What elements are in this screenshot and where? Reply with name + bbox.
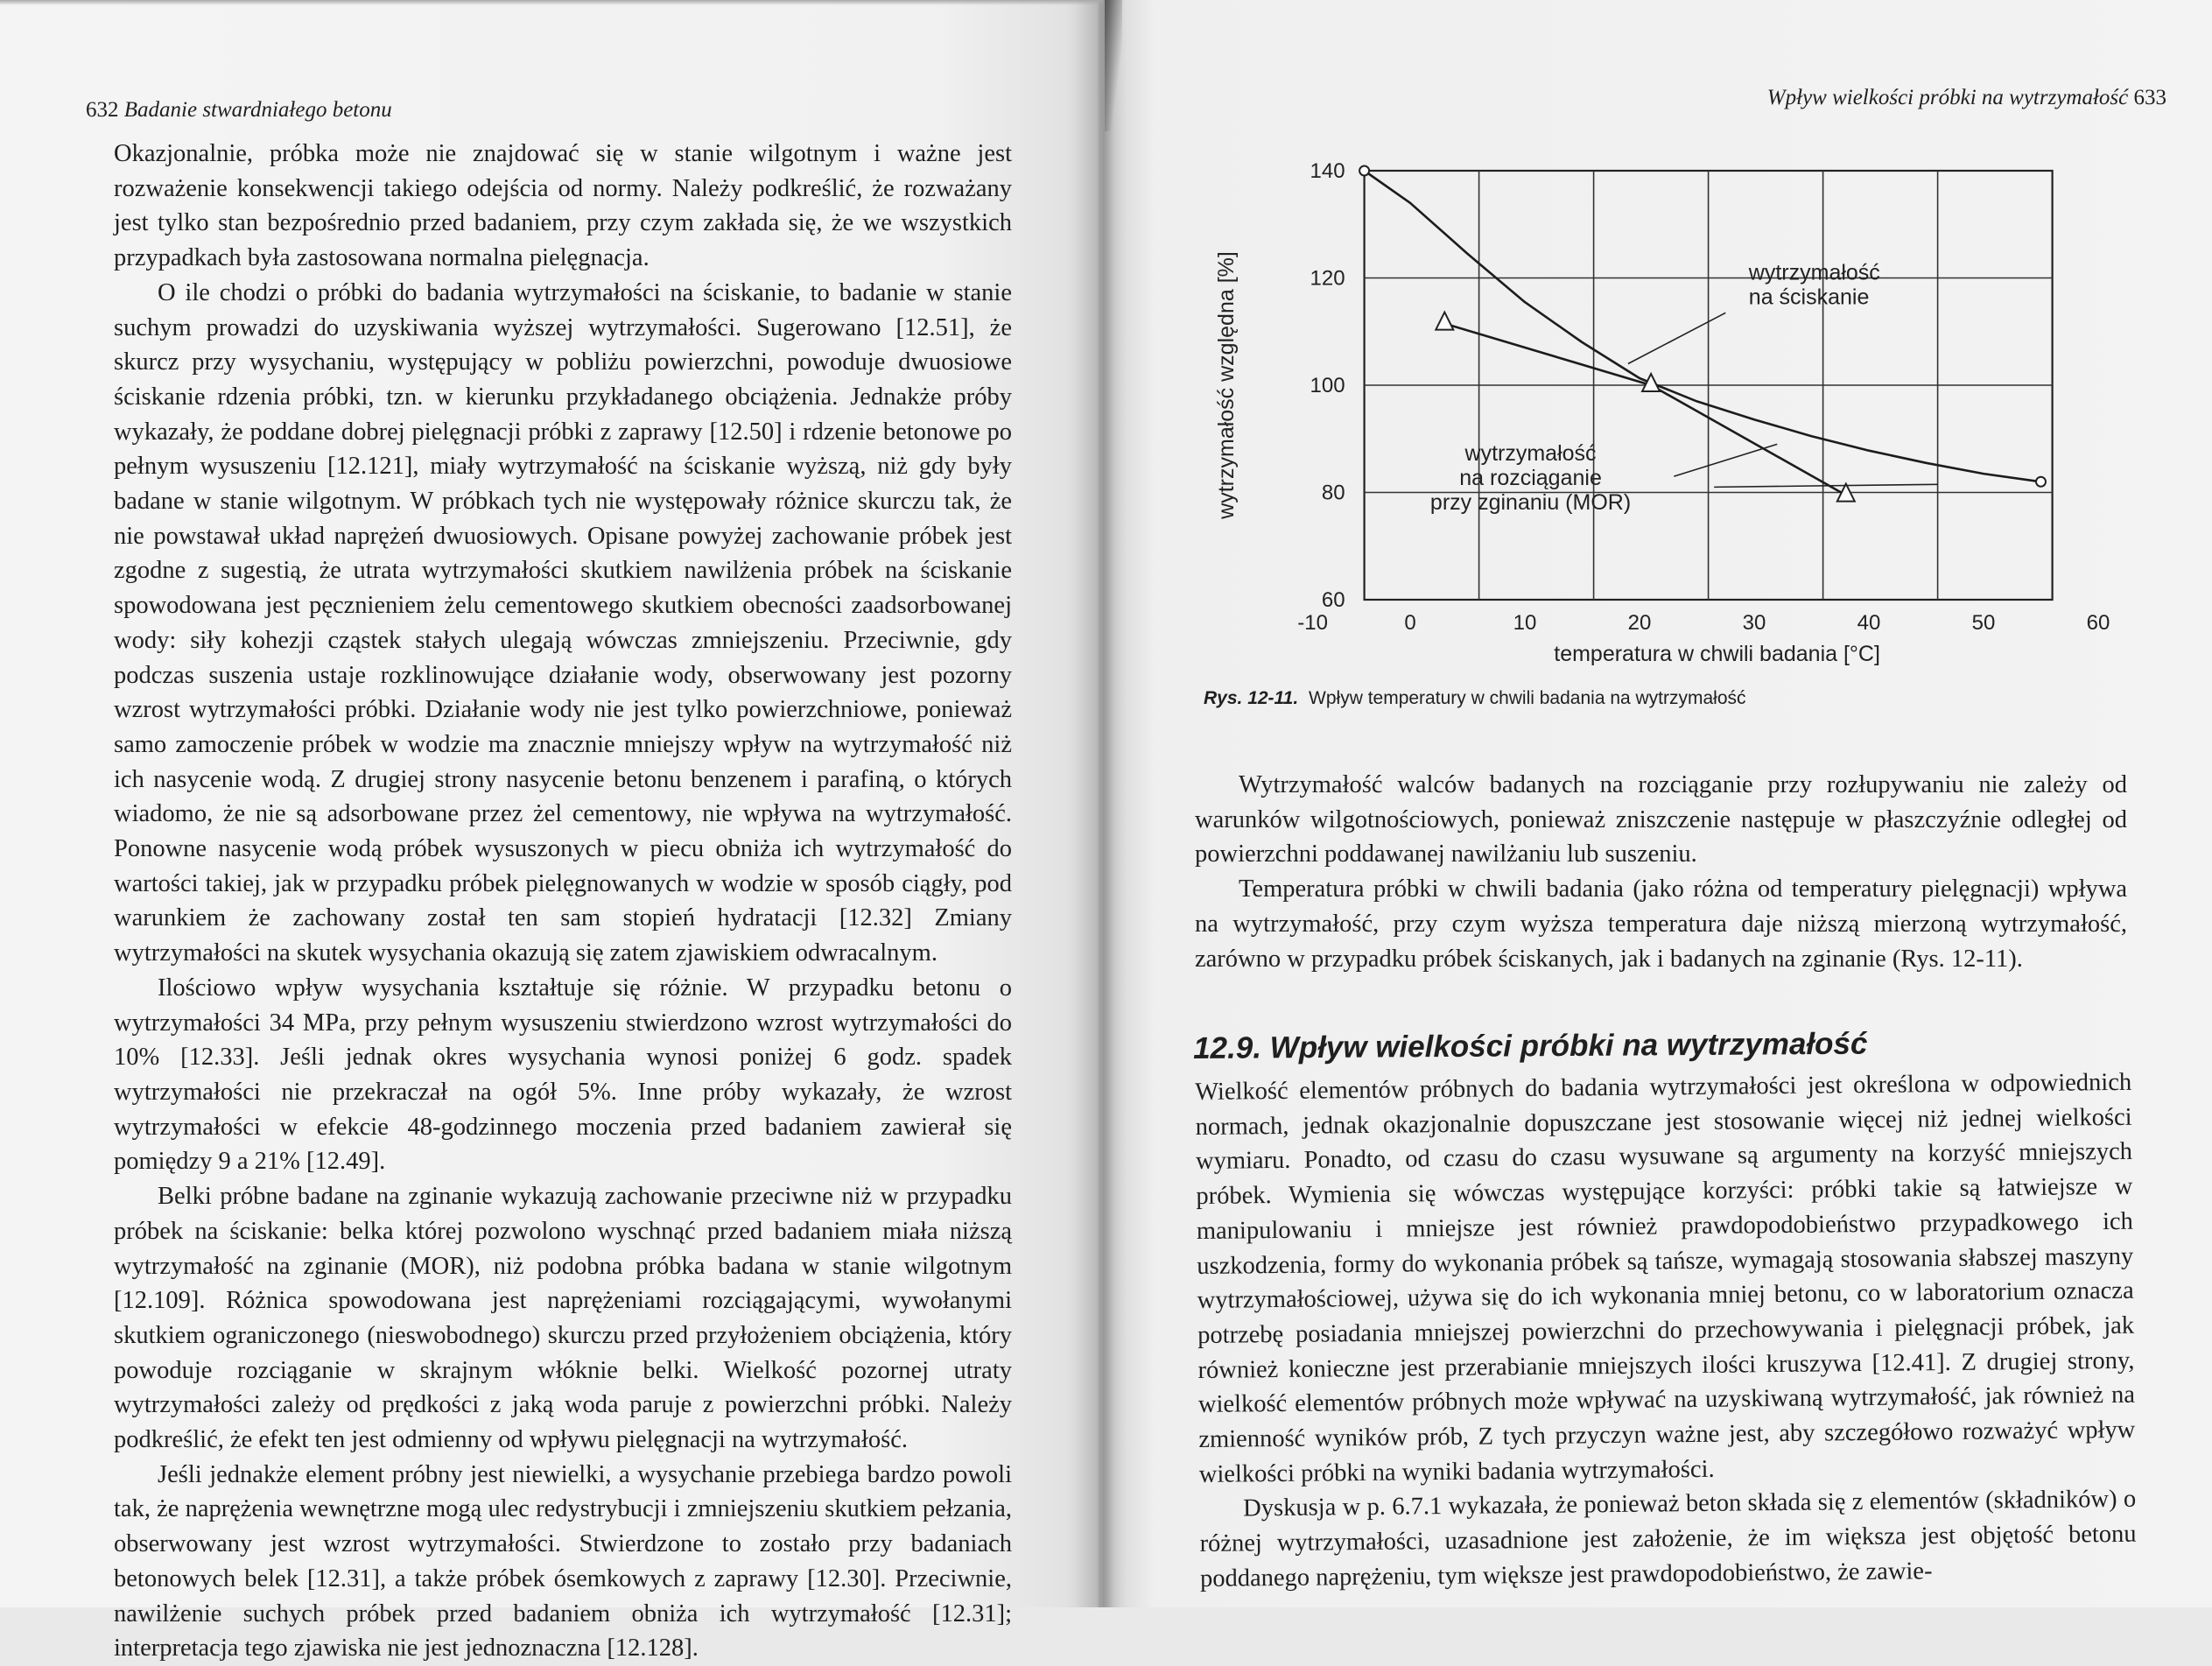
x-tick-label: 60 [2086, 611, 2110, 635]
x-tick-label: 50 [1971, 611, 1996, 635]
right-paragraph-3: Wielkość elementów próbnych do badania wytrzymałości jest określona w odpowiednich normach, jednak okazjonalnie dopuszczane jest stosowanie więcej niż jednej wielkości wymiaru. Ponadto, od czasu do czasu wysuwane są argumenty na korzyść mniejszych próbek. Wymienia się wówczas występujące korzyści: próbki takie są łatwiejsze w manipulowaniu i mniejsze jest również prawdopodobieństwo przypadkowego ich uszkodzenia, formy do wykonania próbek są tańsze, wymagają stosowania słabszej maszyny wytrzymałościowej, używa się do ich wykonania mniej betonu, co w laboratorium oznacza potrzebę posiadania mniejszej powierzchni do przechowywania i pielęgnacji próbek, jak również konieczne jest przerabianie mniejszych ilości kruszywa [12.41]. Z drugiej strony, wielkość elementów próbnych może wpływać na uzyskiwaną wytrzymałość, jak również na zmienność wyników prób, Z tych przyczyn ważne jest, aby szczegółowo rozważyć wpływ wielkości próbki na wyniki badania wytrzymałości. [1195, 1068, 2136, 1488]
series-label-mor: przy zginaniu (MOR) [1429, 489, 1632, 515]
x-tick-label: -10 [1297, 611, 1328, 635]
left-paragraph-1: Okazjonalnie, próbka może nie znajdować się w stanie wilgotnym i ważne jest rozważenie konsekwencji takiego odejścia od normy. Należy podkreślić, że rozważany jest tylko stan bezpośrednio przed badaniem, przy czym zakłada się, że we wszystkich przypadkach była zastosowana normalna pielęgnacja. [114, 140, 1012, 272]
right-paragraph-1: Wytrzymałość walców badanych na rozciąganie przy rozłupywaniu nie zależy od warunków wilgotnościowych, ponieważ zniszczenie następuje w płaszczyźnie odległej od powierzchni poddawanej nawilżaniu lub suszeniu. [1195, 771, 2127, 868]
series-label-compressive: wytrzymałość [1748, 260, 1880, 285]
y-tick-label: 60 [1321, 588, 1345, 612]
x-tick-label: 10 [1513, 611, 1537, 635]
series-label-compressive: na ściskanie [1748, 285, 1870, 310]
temperature-strength-chart [1214, 140, 2110, 683]
series-line-compressive [1365, 171, 2041, 482]
figure-caption-number: Rys. 12-11. [1204, 688, 1299, 708]
left-paragraph-4: Belki próbne badane na zginanie wykazują zachowanie przeciwne niż w przypadku próbek na ściskanie: belka której pozwolono wyschnąć przed badaniem miała niższą wytrzymałość na zginanie (MOR), niż podobna próbka badana w stanie wilgotnym [12.109]. Różnica spowodowana jest naprężeniami rozciągającymi, wywołanymi skutkiem ograniczonego (nieswobodnego) skurczu przed przyłożeniem obciążenia, który powoduje rozciąganie w skrajnym włóknie belki. Wielkość pozornej utraty wytrzymałości zależy od prędkości z jaką woda paruje z powierzchni próbki. Należy podkreślić, że efekt ten jest odmienny od wpływu pielęgnacji na wytrzymałość. [114, 1183, 1012, 1454]
y-tick-label: 100 [1310, 374, 1345, 397]
left-page-number: 632 [86, 98, 119, 122]
series-label-mor: wytrzymałość [1464, 440, 1597, 466]
y-tick-label: 120 [1310, 266, 1345, 291]
left-page [0, 0, 1099, 1662]
x-tick-label: 0 [1404, 611, 1416, 635]
series-label-mor: na rozciąganie [1459, 465, 1602, 490]
figure-caption [1204, 688, 1746, 709]
right-paragraph-2: Temperatura próbki w chwili badania (jako różna od temperatury pielęgnacji) wpływa na wytrzymałość, przy czym wyższa temperatura daje niższą mierzoną wytrzymałość, zarówno w przypadku próbek ściskanych, jak i badanych na zginanie (Rys. 12-11). [1195, 875, 2127, 973]
data-point-circle [1359, 166, 1369, 176]
data-point-circle [2036, 477, 2046, 487]
left-paragraph-2: O ile chodzi o próbki do badania wytrzymałości na ściskanie, to badanie w stanie suchym prowadzi do uzyskiwania wyższej wytrzymałości. Sugerowano [12.51], że skurcz przy wysychaniu, występujący w pobliżu powierzchni, powoduje dwuosiowe ściskanie rdzenia próbki, tzn. w kierunku przykładanego obciążenia. Jednakże próby wykazały, że poddane dobrej pielęgnacji próbki z zaprawy [12.50] i rdzenie betonowe po pełnym wysuszeniu [12.121], miały wytrzymałość na ściskanie wyższą, niż gdy były badane w stanie wilgotnym. W próbkach tych nie występowały różnice skurczu tak, że nie powstawał układ naprężeń dwuosiowych. Opisane powyżej zachowanie próbek jest zgodne z sugestią, że utrata wytrzymałości skutkiem nawilżenia próbek na ściskanie spowodowana jest pęcznieniem żelu cementowego skutkiem obecności zaadsorbowanej wody: siły kohezji cząstek stałych ulegają wówczas zmniejszeniu. Przeciwnie, gdy podczas suszenia ustaje rozklinowujące działanie wody, obserwowany jest pozorny wzrost wytrzymałości próbki. Działanie wody nie jest tylko powierzchniowe, ponieważ samo zamoczenie próbek w wodzie ma znacznie mniejszy wpływ na wytrzymałość niż ich nasycenie wodą. Z drugiej strony nasycenie betonu benzenem i parafiną, o których wiadomo, że nie są adsorbowane przez żel cementowy, nie wpływa na wytrzymałość. Ponowne nasycenie wodą próbek wysuszonych w piecu obniża ich wytrzymałość do wartości takiej, jak w przypadku próbek pielęgnowanych w wodzie w sposób ciągły, pod warunkiem że zachowany został ten sam stopień hydratacji [12.32] Zmiany wytrzymałości na skutek wysychania okazują się zatem zjawiskiem odwracalnym. [114, 278, 1012, 967]
page-corner-shadow [1105, 0, 1122, 131]
section-heading: 12.9. Wpływ wielkości próbki na wytrzymałość [1193, 1026, 1868, 1065]
right-body-text-top [1195, 768, 2127, 976]
right-paragraph-4: Dyskusja w p. 6.7.1 wykazała, że ponieważ beton składa się z elementów (składników) o różnej wytrzymałości, uzasadnione jest założenie, że im większa jest objętość betonu poddanego naprężeniu, tym większe jest prawdopodobieństwo, że zawie- [1199, 1486, 2137, 1592]
x-tick-label: 40 [1857, 611, 1881, 635]
x-axis-label: temperatura w chwili badania [°C] [1554, 642, 1880, 666]
right-page-number: 633 [2133, 86, 2166, 109]
right-page [1099, 0, 2212, 1607]
left-running-title: Badanie stwardniałego betonu [123, 98, 392, 122]
data-point-triangle [1436, 313, 1453, 330]
page-top-edge [0, 0, 1103, 5]
x-tick-label: 30 [1742, 611, 1766, 635]
right-body-text-bottom [1195, 1065, 2137, 1597]
left-body-text [114, 137, 1012, 1666]
y-axis-label: wytrzymałość względna [%] [1214, 251, 1239, 519]
figure-caption-text: Wpływ temperatury w chwili badania na wytrzymałość [1309, 688, 1746, 708]
leader-line-compressive [1628, 313, 1725, 363]
left-paragraph-3: Ilościowo wpływ wysychania kształtuje się różnie. W przypadku betonu o wytrzymałości 34 MPa, przy pełnym wysuszeniu stwierdzono wzrost wytrzymałości do 10% [12.33]. Jeśli jednak okres wysychania wynosi poniżej 6 godz. spadek wytrzymałości nie przekraczał na ogół 5%. Inne próby wykazały, że wzrost wytrzymałości w efekcie 48-godzinnego moczenia przed badaniem zawierał się pomiędzy 9 a 21% [12.49]. [114, 974, 1012, 1176]
right-running-head [1767, 86, 2166, 110]
left-paragraph-5: Jeśli jednakże element próbny jest niewielki, a wysychanie przebiega bardzo powoli tak, że naprężenia wewnętrzne mogą ulec redystrybucji i zmniejszeniu skutkiem pełzania, obserwowany jest wzrost wytrzymałości. Stwierdzone to zostało przy badaniach betonowych belek [12.31], a także próbek ósemkowych z zaprawy [12.30]. Przeciwnie, nawilżenie suchych próbek przed badaniem obniża ich wytrzymałość [12.31]; interpretacja tego zjawiska nie jest jednoznaczna [12.128]. [114, 1460, 1012, 1662]
figure-chart [1214, 140, 2110, 718]
leader-line-mor-1 [1674, 444, 1777, 476]
left-running-head [86, 98, 392, 123]
y-tick-label: 80 [1321, 481, 1345, 505]
x-tick-label: 20 [1627, 611, 1652, 635]
y-tick-label: 140 [1310, 159, 1345, 183]
right-running-title: Wpływ wielkości próbki na wytrzymałość [1766, 86, 2129, 109]
